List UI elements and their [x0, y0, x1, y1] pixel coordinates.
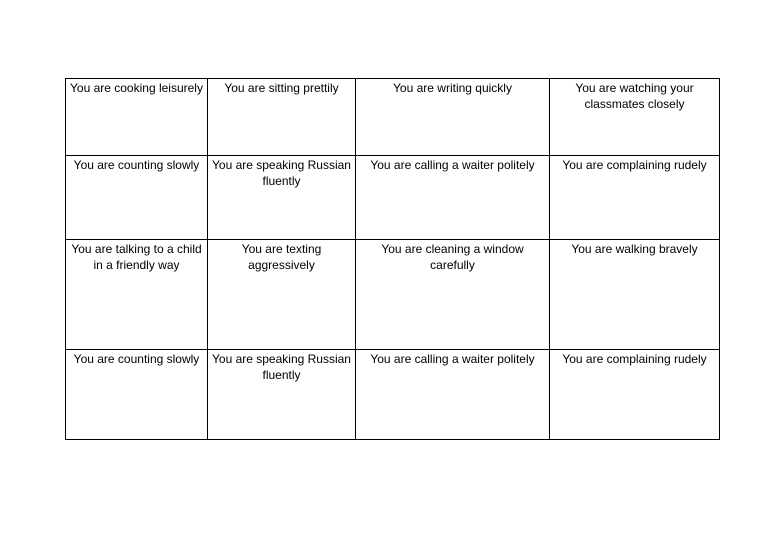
table-cell: You are cooking leisurely: [66, 79, 208, 156]
table-cell: You are calling a waiter politely: [356, 350, 550, 440]
table-cell: You are writing quickly: [356, 79, 550, 156]
table-row: [66, 79, 720, 156]
activity-cards-table: [65, 78, 720, 440]
table-row: [66, 156, 720, 240]
table-cell: You are talking to a child in a friendly way: [66, 240, 208, 350]
table-cell: You are speaking Russian fluently: [208, 350, 356, 440]
table-row: [66, 240, 720, 350]
table-cell: You are counting slowly: [66, 156, 208, 240]
table-cell: You are complaining rudely: [550, 156, 720, 240]
table-cell: You are cleaning a window carefully: [356, 240, 550, 350]
table-cell: You are walking bravely: [550, 240, 720, 350]
table-cell: You are counting slowly: [66, 350, 208, 440]
table-cell: You are calling a waiter politely: [356, 156, 550, 240]
table-cell: You are sitting prettily: [208, 79, 356, 156]
table-cell: You are speaking Russian fluently: [208, 156, 356, 240]
table-cell: You are complaining rudely: [550, 350, 720, 440]
table-row: [66, 350, 720, 440]
table-cell: You are watching your classmates closely: [550, 79, 720, 156]
table-cell: You are texting aggressively: [208, 240, 356, 350]
